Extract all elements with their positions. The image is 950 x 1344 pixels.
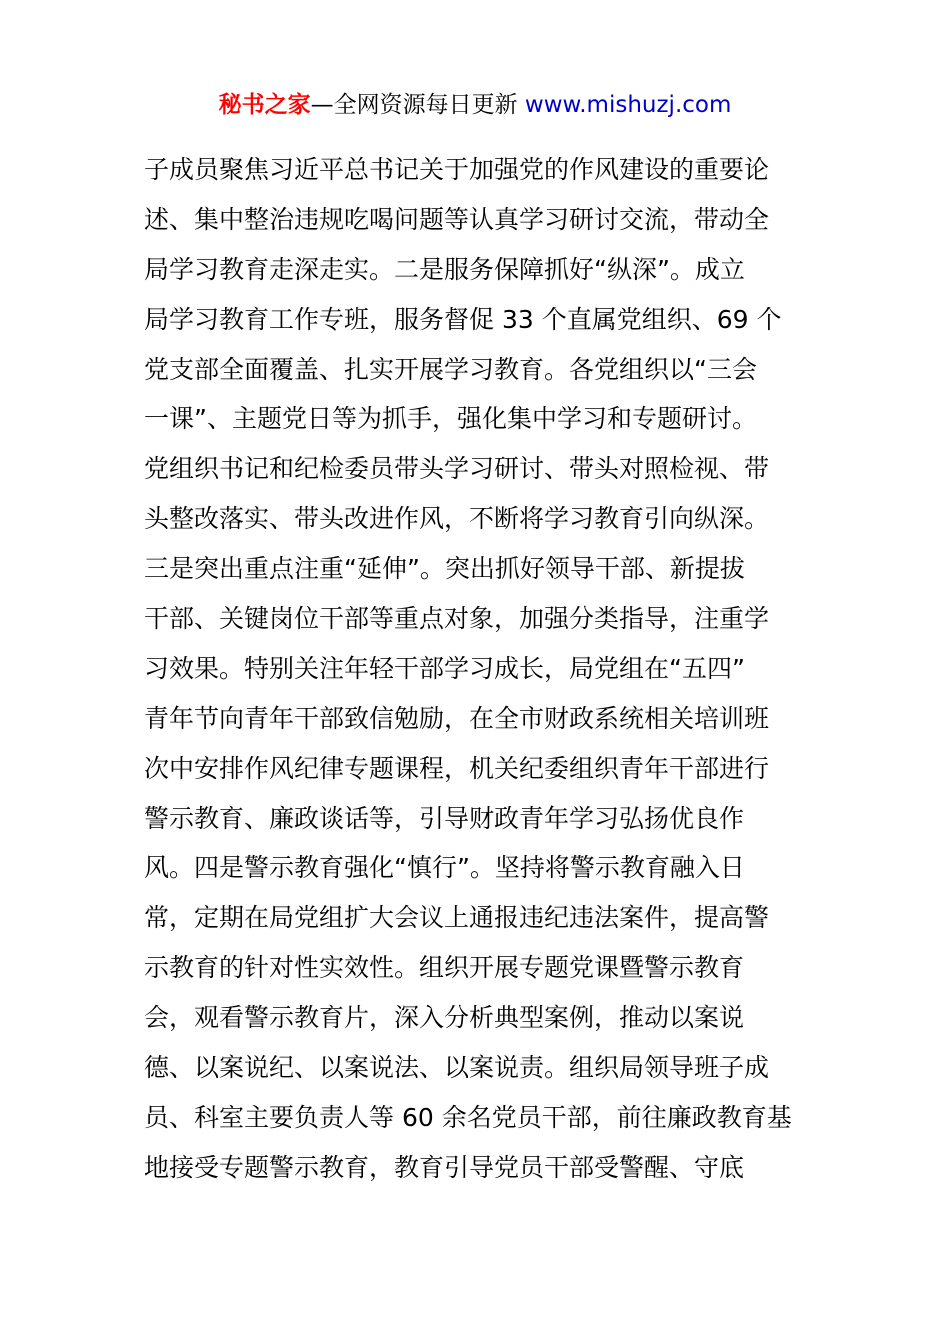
text-line: 德、以案说纪、以案说法、以案说责。组织局领导班子成 xyxy=(144,1053,770,1083)
text-line: 习效果。特别关注年轻干部学习成长，局党组在“五四” xyxy=(144,653,745,683)
text-line: 党组织书记和纪检委员带头学习研讨、带头对照检视、带 xyxy=(144,454,770,484)
text-line: 党支部全面覆盖、扎实开展学习教育。各党组织以“三会 xyxy=(144,354,757,384)
text-line: 青年节向青年干部致信勉励，在全市财政系统相关培训班 xyxy=(144,703,770,733)
text-line: 员、科室主要负责人等 60 余名党员干部，前往廉政教育基 xyxy=(144,1102,792,1132)
text-line: 示教育的针对性实效性。组织开展专题党课暨警示教育 xyxy=(144,953,745,983)
text-line: 三是突出重点注重“延伸”。突出抓好领导干部、新提拔 xyxy=(144,554,745,584)
text-line: 头整改落实、带头改进作风，不断将学习教育引向纵深。 xyxy=(144,504,770,534)
header-tagline: —全网资源每日更新 xyxy=(310,92,525,118)
text-line: 子成员聚焦习近平总书记关于加强党的作风建设的重要论 xyxy=(144,155,770,184)
text-line: 一课”、主题党日等为抓手，强化集中学习和专题研讨。 xyxy=(144,404,757,434)
text-line: 局学习教育工作专班，服务督促 33 个直属党组织、69 个 xyxy=(144,304,782,334)
text-line: 次中安排作风纪律专题课程，机关纪委组织青年干部进行 xyxy=(144,753,770,783)
text-line: 常，定期在局党组扩大会议上通报违纪违法案件，提高警 xyxy=(144,903,770,933)
text-line: 述、集中整治违规吃喝问题等认真学习研讨交流，带动全 xyxy=(144,204,770,234)
text-line: 地接受专题警示教育，教育引导党员干部受警醒、守底 xyxy=(144,1152,745,1182)
page-header xyxy=(0,88,950,122)
text-line: 干部、关键岗位干部等重点对象，加强分类指导，注重学 xyxy=(144,604,770,634)
text-line: 警示教育、廉政谈话等，引导财政青年学习弘扬优良作 xyxy=(144,803,745,833)
text-line: 局学习教育走深走实。二是服务保障抓好“纵深”。成立 xyxy=(144,254,745,284)
text-line: 会，观看警示教育片，深入分析典型案例，推动以案说 xyxy=(144,1003,745,1033)
body-paragraph xyxy=(144,145,824,1193)
header-url-link[interactable]: www.mishuzj.com xyxy=(524,92,732,118)
header-brand: 秘书之家 xyxy=(218,92,311,118)
text-line: 风。四是警示教育强化“慎行”。坚持将警示教育融入日 xyxy=(144,853,745,883)
